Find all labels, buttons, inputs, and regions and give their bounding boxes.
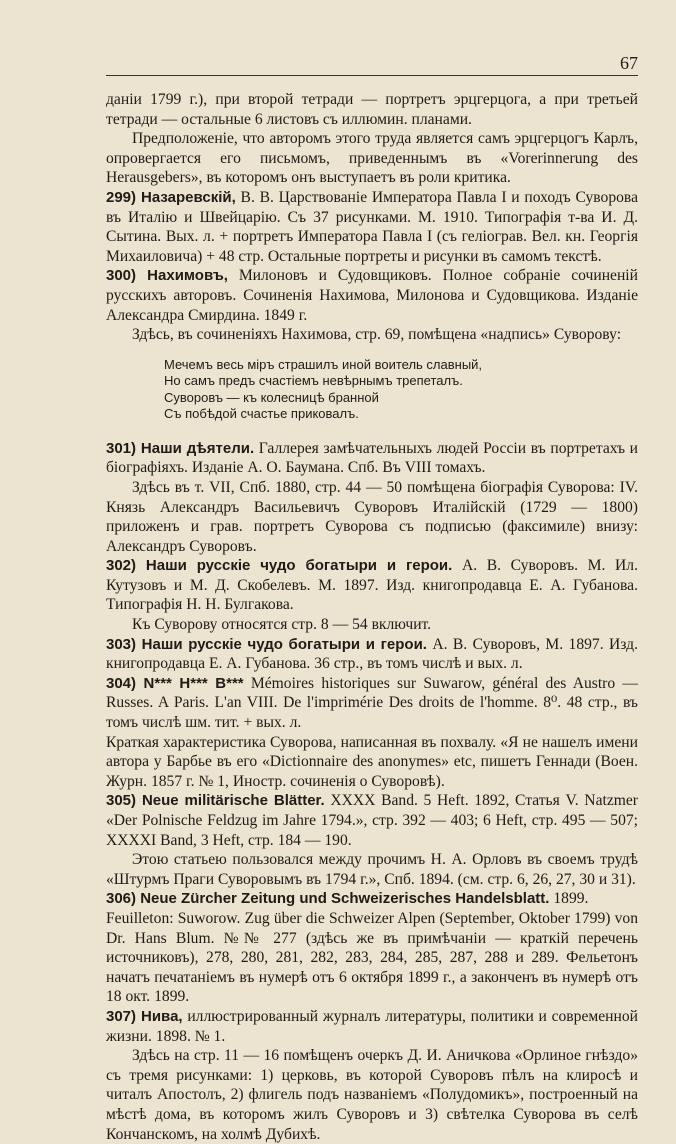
paragraph-note: Предположеніе, что авторомъ этого труда является самъ эрцгерцогъ Карлъ, опровергается его письмомъ, приведеннымъ въ «Vorerinnerung des Herausgebers», въ которомъ онъ выступаетъ въ роли критика. xyxy=(106,130,638,187)
entry-302-note: Къ Суворову относятся стр. 8 — 54 включит. xyxy=(132,616,432,634)
entry-306 xyxy=(106,889,638,909)
entry-300-text: Милоновъ и Судовщиковъ. Полное собраніе сочиненій русскихъ авторовъ. Сочиненія Нахимова, Милонова и Судовщикова. Изданіе Александра Смирдина. 1849 г. xyxy=(106,267,638,324)
poem-line: Съ побѣдой счастье приковалъ. xyxy=(164,406,359,422)
entry-305-note: Этою статьею пользовался между прочимъ Н. А. Орловъ въ своемъ трудѣ «Штурмъ Праги Суворовымъ въ 1794 г.», Спб. 1894. (см. стр. 6, 26, 27, 30 и 31). xyxy=(106,851,638,888)
entry-306-text: 1899. xyxy=(549,890,589,908)
poem-line: Суворовъ — къ колесницѣ бранной xyxy=(164,389,379,405)
entry-305-text: XXXX Band. 5 Heft. 1892, Статья V. Natzmer «Der Polnische Feldzug im Jahre 1794.», стр. 392 — 403; 6 Heft, стр. 495 — 507; XXXXI Band, 3 Heft, стр. 184 — 190. xyxy=(106,792,638,849)
entry-302-heading: 302) Наши русскіе чудо богатыри и герои. xyxy=(106,557,453,575)
poem xyxy=(164,357,638,423)
poem-line: Но самъ предъ счастіемъ невѣрнымъ трепеталъ. xyxy=(164,373,463,389)
entry-303-text: А. В. Суворовъ, М. 1897. Изд. книгопродавца Е. А. Губанова. 36 стр., въ томъ числѣ и вых. л. xyxy=(106,635,638,673)
entry-303-heading: 303) Наши русскіе чудо богатыри и герои. xyxy=(106,635,427,653)
entry-304-heading: 304) N*** H*** B*** xyxy=(106,674,244,692)
entry-300-heading: 300) Нахимовъ, xyxy=(106,267,228,285)
entry-304-text: Mémoires historiques sur Suwarow, général des Austro — Russes. A Paris. L'an VIII. De l'imprimérie Des droits de l'homme. 8⁰. 48 стр., въ томъ числѣ шм. тит. + вых. л. xyxy=(106,674,638,732)
entry-300-note: Здѣсь, въ сочиненіяхъ Нахимова, стр. 69, помѣщена «надпись» Суворову: xyxy=(132,326,622,344)
entry-304-note: Краткая характеристика Суворова, написанная въ похвалу. «Я не нашелъ имени автора у Барбье въ его «Dictionnaire des anonymes» etc, пишетъ Геннади (Воен. Журн. 1857 г. № 1, Иностр. сочиненія о Суворовѣ). xyxy=(106,733,638,790)
page-body xyxy=(106,90,638,1144)
entry-307-text: иллюстрированный журналъ литературы, политики и современной жизни. 1898. № 1. xyxy=(106,1007,639,1045)
entry-301-heading: 301) Наши дѣятели. xyxy=(106,439,255,457)
entry-305 xyxy=(106,791,638,850)
entry-303 xyxy=(106,635,638,674)
entry-299 xyxy=(106,188,638,266)
entry-302-text: А. В. Суворовъ. М. Ил. Кутузовъ и М. Д. Скобелевъ. М. 1897. Изд. книгопродавца Е. А. Губанова. Типографія Н. Н. Булгакова. xyxy=(106,557,638,614)
entry-301-text: Галлерея замѣчательныхъ людей Россіи въ портретахъ и біографіяхъ. Изданіе А. О. Баумана. Спб. Въ VIII томахъ. xyxy=(106,439,638,477)
entry-302 xyxy=(106,556,638,615)
entry-306-heading: 306) Neue Zürcher Zeitung und Schweizerisches Handelsblatt. xyxy=(106,890,550,908)
entry-307 xyxy=(106,1007,638,1046)
header-rule xyxy=(106,75,638,76)
page-number: 67 xyxy=(620,53,638,73)
entry-306-note: Feuilleton: Suworow. Zug über die Schweizer Alpen (September, Oktober 1799) von Dr. Hans Blum. №№ 277 (здѣсь же въ примѣчаніи — краткій перечень источниковъ), 278, 280, 281, 282, 283, 284, 285, 287, 288 и 289. Фельетонъ начатъ печатаніемъ въ нумерѣ отъ 6 октября 1899 г., а законченъ въ нумерѣ отъ 18 окт. 1899. xyxy=(106,909,638,1006)
entry-304 xyxy=(106,674,638,733)
entry-305-heading: 305) Neue militärische Blätter. xyxy=(106,792,325,810)
entry-301 xyxy=(106,439,638,478)
entry-300 xyxy=(106,266,638,325)
entry-307-note: Здѣсь на стр. 11 — 16 помѣщенъ очеркъ Д. И. Аничкова «Орлиное гнѣздо» съ тремя рисунками: 1) церковь, въ которой Суворовъ пѣлъ на клиросѣ и читалъ Апостолъ, 2) флигель подъ названіемъ «Полудомикъ», построенный на мѣстѣ дома, въ которомъ жилъ Суворовъ и 3) свѣтелка Суворова въ селѣ Кончанскомъ, на холмѣ Дубихѣ. xyxy=(106,1047,638,1143)
entry-301-note: Здѣсь въ т. VII, Спб. 1880, стр. 44 — 50 помѣщена біографія Суворова: IV. Князь Александръ Васильевичъ Суворовъ Италійскій (1729 — 1800) приложенъ и грав. портретъ Суворова съ подписью (факсимиле) внизу: Александръ Суворовъ. xyxy=(106,478,638,555)
entry-299-text: В. В. Царствованіе Императора Павла I и походъ Суворова въ Италію и Швейцарію. Съ 37 рисунками. М. 1910. Типографія т-ва И. Д. Сытина. Вых. л. + портретъ Императора Павла I (съ геліограв. Вел. кн. Георгія Михаиловича) + 48 стр. Остальные портреты и рисунки въ самомъ текстѣ. xyxy=(106,188,638,265)
paragraph-continuation: даніи 1799 г.), при второй тетради — портретъ эрцгерцога, а при третьей тетради — остальные 6 листовъ съ иллюмин. планами. xyxy=(106,91,638,128)
entry-307-heading: 307) Нива, xyxy=(106,1007,183,1025)
entry-299-heading: 299) Назаревскій, xyxy=(106,188,236,206)
poem-line: Мечемъ весь міръ страшилъ иной воитель славный, xyxy=(164,356,483,372)
